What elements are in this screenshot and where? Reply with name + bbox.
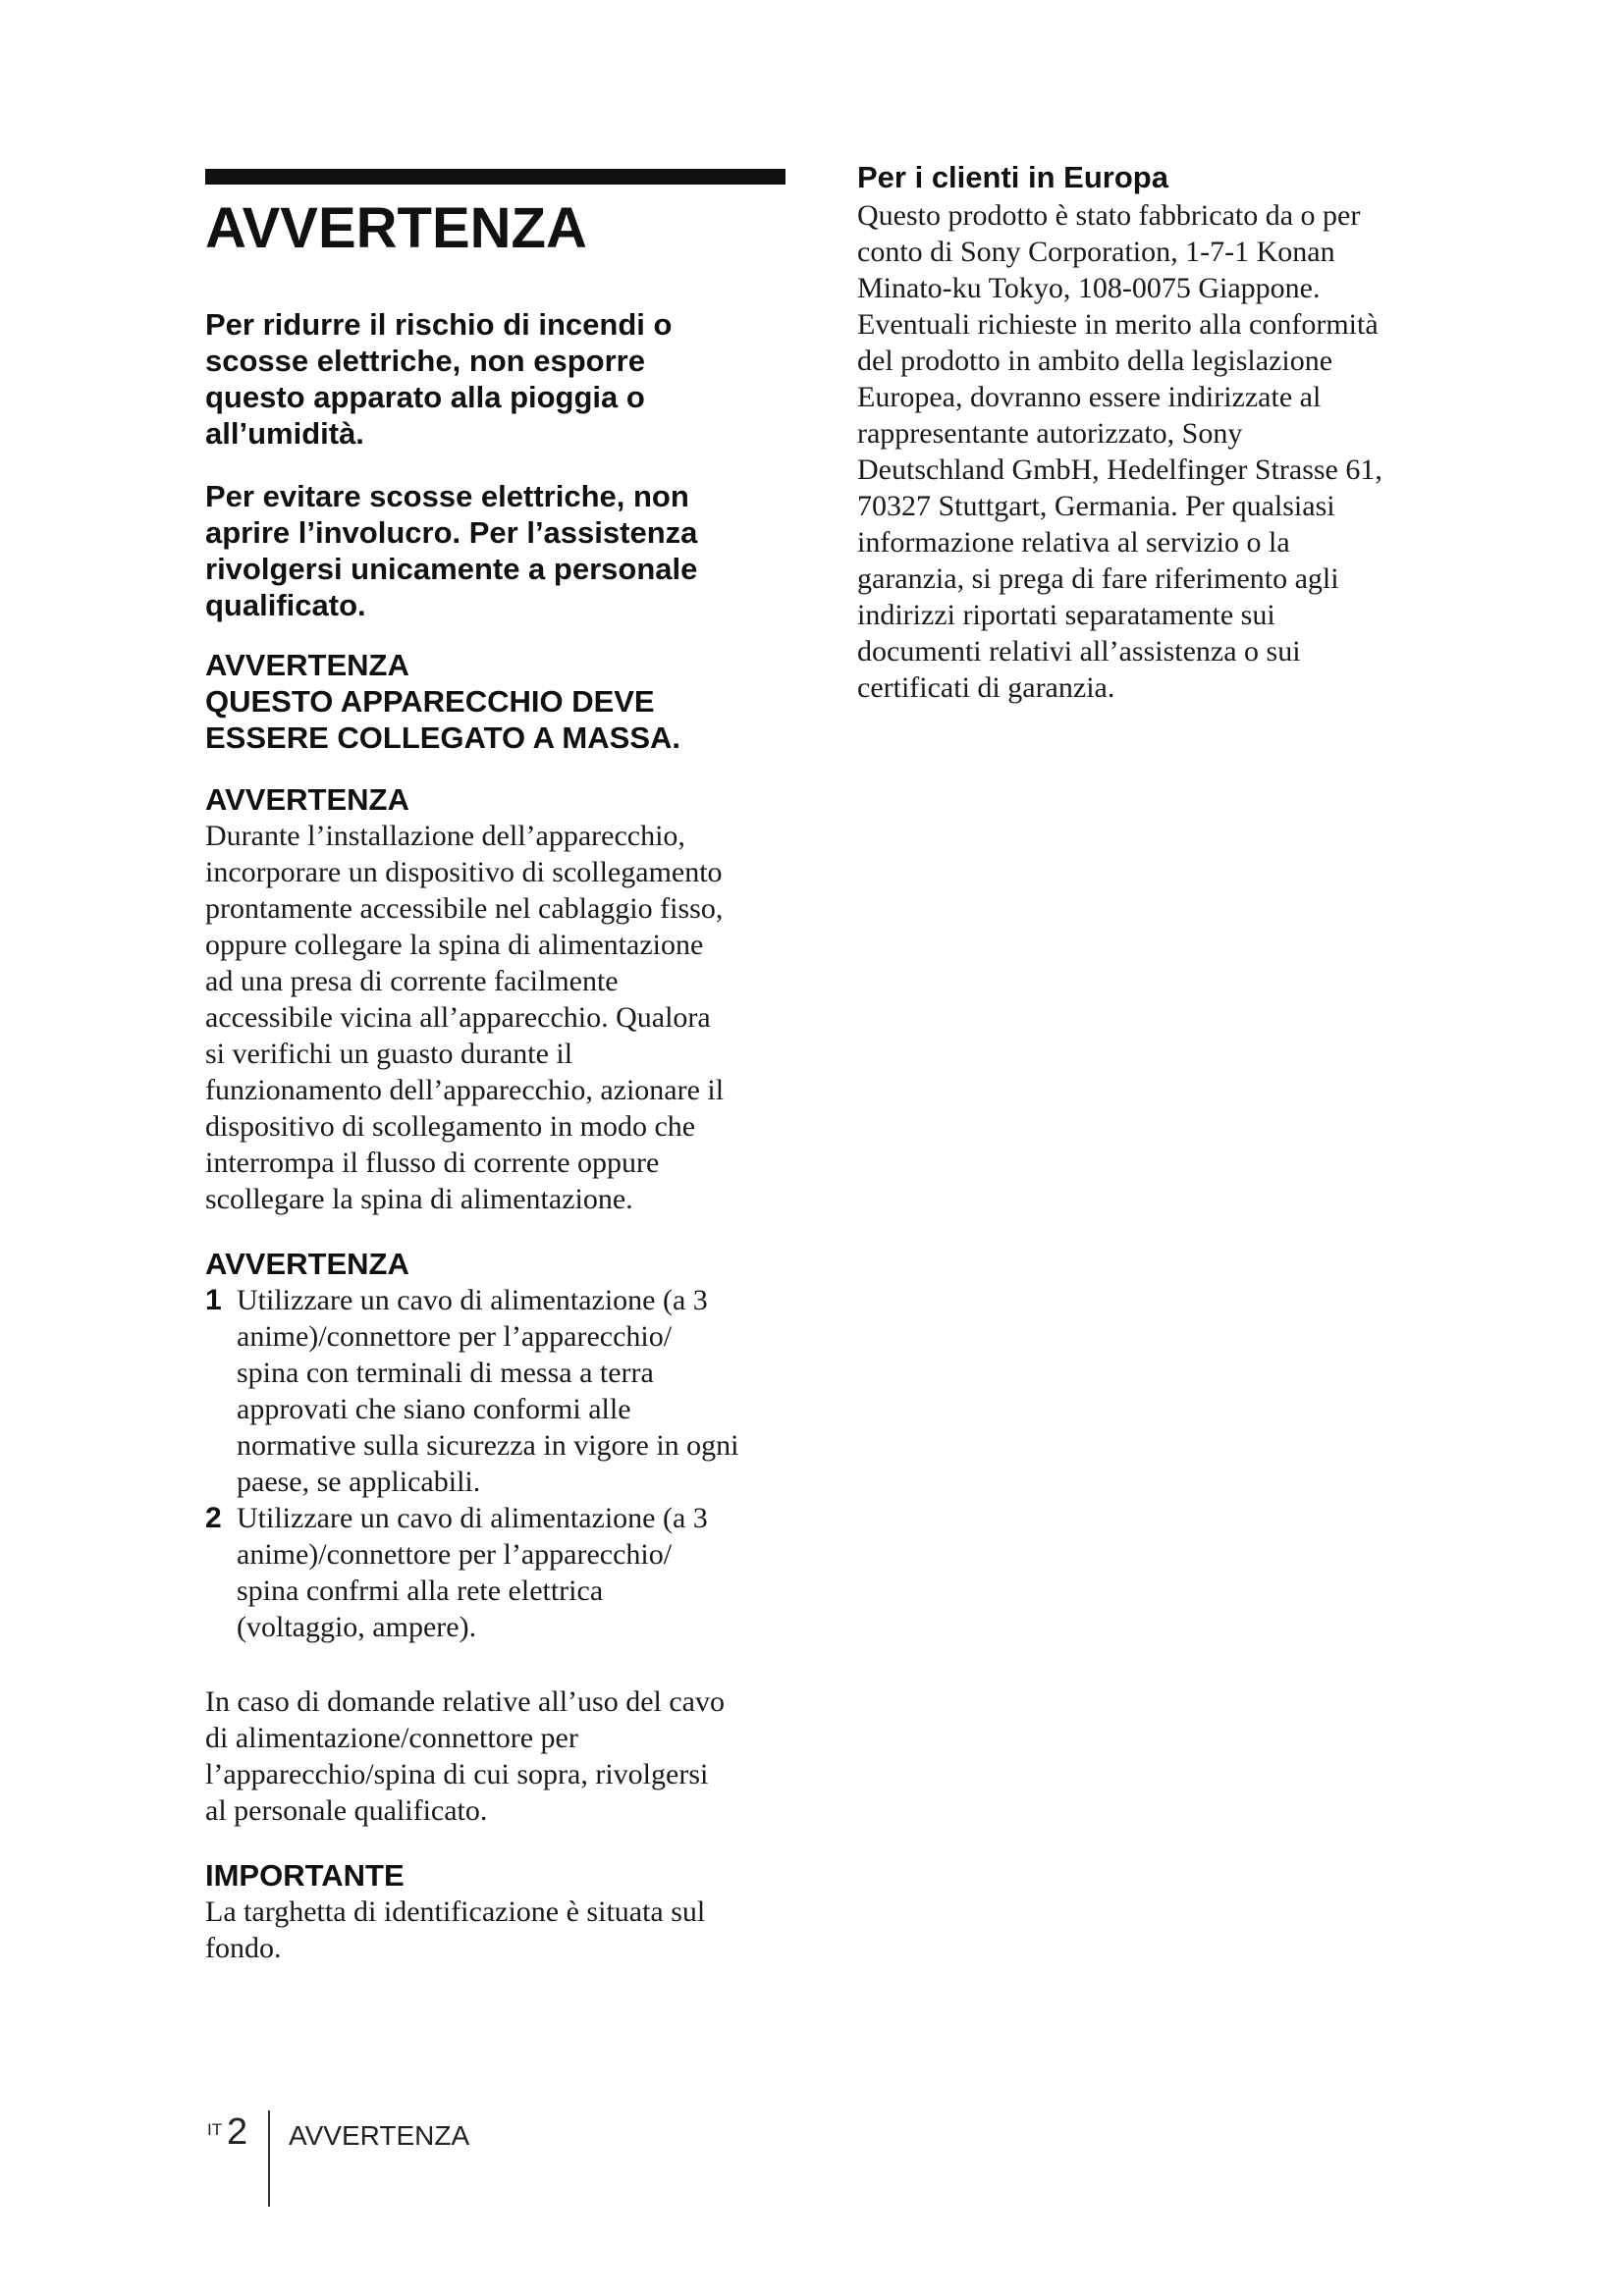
text-line: normative sulla sicurezza in vigore in ogni xyxy=(237,1429,739,1462)
text-line: Per evitare scosse elettriche, non xyxy=(205,479,689,513)
section-heading-installation: AVVERTENZA xyxy=(205,782,409,817)
list-item-text xyxy=(237,1500,708,1645)
text-line: questo apparato alla pioggia o xyxy=(205,380,645,414)
text-line: oppure collegare la spina di alimentazione xyxy=(205,929,704,961)
cable-requirements-list xyxy=(205,1282,794,1645)
text-line: al personale qualificato. xyxy=(205,1794,488,1827)
important-paragraph xyxy=(205,1894,794,1966)
text-line: La targhetta di identificazione è situata sul xyxy=(205,1896,706,1928)
cable-questions-paragraph xyxy=(205,1683,794,1829)
list-number: 2 xyxy=(205,1502,222,1534)
text-line: ESSERE COLLEGATO A MASSA. xyxy=(205,721,680,755)
footer-language-code: IT xyxy=(207,2120,223,2139)
text-line: interrompa il flusso di corrente oppure xyxy=(205,1147,660,1179)
text-line: Utilizzare un cavo di alimentazione (a 3 xyxy=(237,1502,708,1534)
text-line: fondo. xyxy=(205,1932,282,1964)
text-line: anime)/connettore per l’apparecchio/ xyxy=(237,1320,673,1353)
text-line: QUESTO APPARECCHIO DEVE xyxy=(205,684,655,719)
section-heading-important: IMPORTANTE xyxy=(205,1858,405,1893)
text-line: paese, se applicabili. xyxy=(237,1466,481,1498)
page-number: 2 xyxy=(227,2111,248,2153)
text-line: scollegare la spina di alimentazione. xyxy=(205,1183,633,1215)
text-line: scosse elettriche, non esporre xyxy=(205,344,645,378)
text-line: certificati di garanzia. xyxy=(857,671,1115,704)
list-item-text xyxy=(237,1282,739,1500)
text-line: spina con terminali di messa a terra xyxy=(237,1357,654,1389)
text-line: conto di Sony Corporation, 1-7-1 Konan xyxy=(857,236,1335,268)
right-column xyxy=(857,159,1446,706)
europe-paragraph xyxy=(857,197,1446,706)
text-line: aprire l’involucro. Per l’assistenza xyxy=(205,515,698,550)
text-line: approvati che siano conformi alle xyxy=(237,1393,631,1425)
text-line: rivolgersi unicamente a personale xyxy=(205,552,698,586)
list-number: 1 xyxy=(205,1284,222,1316)
text-line: dispositivo di scollegamento in modo che xyxy=(205,1110,696,1143)
text-line: anime)/connettore per l’apparecchio/ xyxy=(237,1538,673,1571)
text-line: incorporare un dispositivo di scollegamento xyxy=(205,856,723,888)
text-line: Minato-ku Tokyo, 108-0075 Giappone. xyxy=(857,272,1321,304)
list-item xyxy=(205,1282,794,1500)
section-heading-cable: AVVERTENZA xyxy=(205,1247,409,1281)
section-heading-europe: Per i clienti in Europa xyxy=(857,160,1168,194)
text-line: garanzia, si prega di fare riferimento agli xyxy=(857,562,1339,595)
text-line: Utilizzare un cavo di alimentazione (a 3 xyxy=(237,1284,708,1316)
text-line: Durante l’installazione dell’apparecchio, xyxy=(205,820,685,852)
text-line: (voltaggio, ampere). xyxy=(237,1611,477,1643)
text-line: Eventuali richieste in merito alla conformità xyxy=(857,308,1379,341)
text-line: AVVERTENZA xyxy=(205,648,409,682)
text-line: ad una presa di corrente facilmente xyxy=(205,965,619,997)
text-line: Per ridurre il rischio di incendi o xyxy=(205,307,673,342)
text-line: Questo prodotto è stato fabbricato da o per xyxy=(857,199,1361,232)
text-line: l’apparecchio/spina di cui sopra, rivolgersi xyxy=(205,1758,709,1790)
left-column xyxy=(205,169,794,1966)
list-item xyxy=(205,1500,794,1645)
footer-divider xyxy=(268,2110,270,2207)
text-line: prontamente accessibile nel cablaggio fisso, xyxy=(205,892,724,925)
warning-enclosure xyxy=(205,478,794,623)
installation-paragraph xyxy=(205,818,794,1217)
warning-fire-shock xyxy=(205,306,794,452)
text-line: Deutschland GmbH, Hedelfinger Strasse 61, xyxy=(857,454,1382,486)
text-line: di alimentazione/connettore per xyxy=(205,1722,578,1754)
text-line: accessibile vicina all’apparecchio. Qualora xyxy=(205,1001,711,1034)
text-line: all’umidità. xyxy=(205,416,364,451)
text-line: In caso di domande relative all’uso del cavo xyxy=(205,1685,725,1718)
text-line: documenti relativi all’assistenza o sui xyxy=(857,635,1301,667)
footer-section-name: AVVERTENZA xyxy=(289,2120,470,2151)
text-line: funzionamento dell’apparecchio, azionare il xyxy=(205,1074,725,1106)
page-footer xyxy=(205,2110,696,2209)
text-line: indirizzi riportati separatamente sui xyxy=(857,599,1275,631)
text-line: Europea, dovranno essere indirizzate al xyxy=(857,381,1322,413)
text-line: informazione relativa al servizio o la xyxy=(857,526,1290,559)
warning-grounding xyxy=(205,647,794,756)
title-rule xyxy=(205,169,785,185)
text-line: qualificato. xyxy=(205,588,366,622)
text-line: 70327 Stuttgart, Germania. Per qualsiasi xyxy=(857,490,1335,522)
text-line: del prodotto in ambito della legislazione xyxy=(857,345,1333,377)
text-line: rappresentante autorizzato, Sony xyxy=(857,417,1243,450)
text-line: si verifichi un guasto durante il xyxy=(205,1038,573,1070)
text-line: spina confrmi alla rete elettrica xyxy=(237,1575,604,1607)
page-title: AVVERTENZA xyxy=(205,196,587,260)
